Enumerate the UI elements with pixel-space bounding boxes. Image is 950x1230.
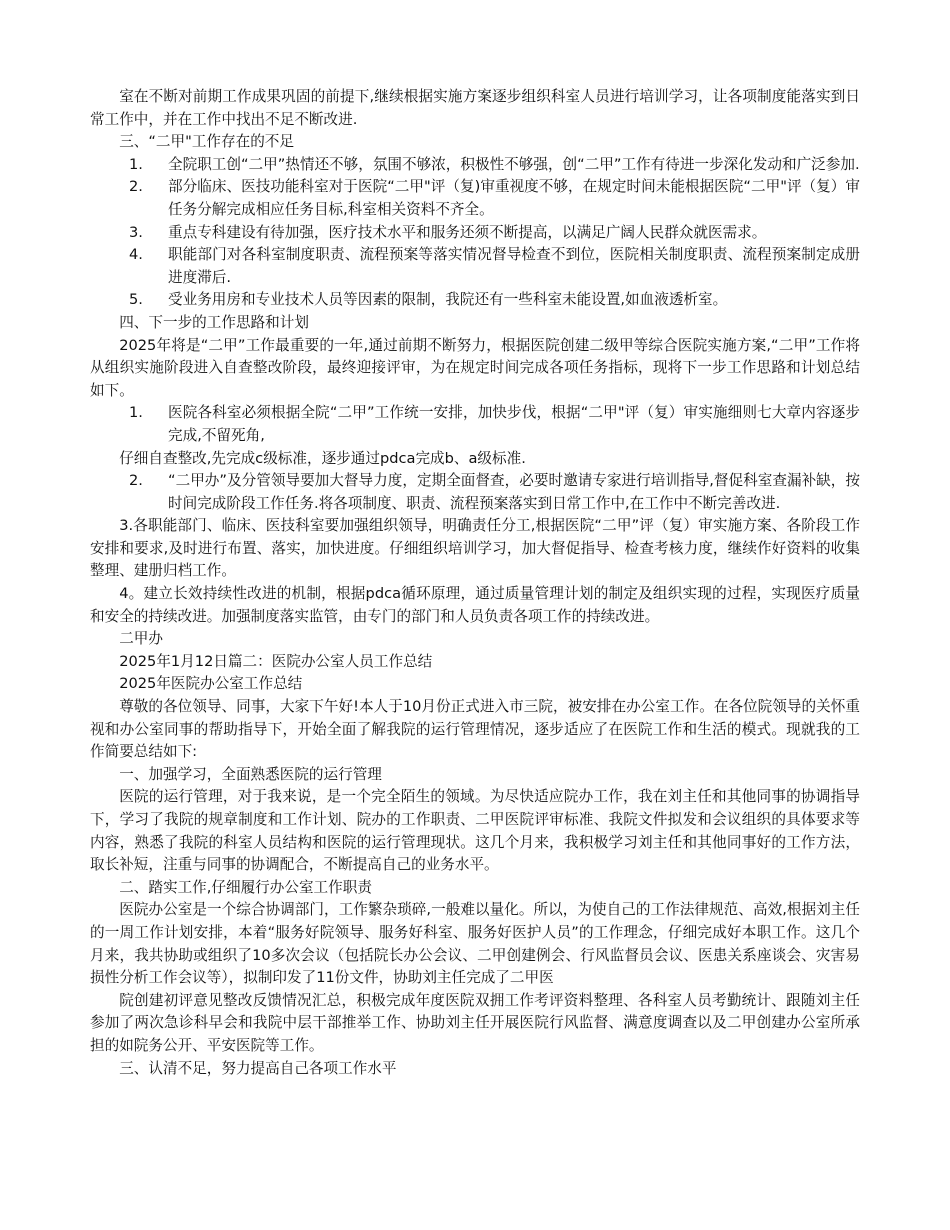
list-item <box>90 154 860 177</box>
paragraph: 4。建立长效持续性改进的机制，根据pdca循环原理，通过质量管理计划的制定及组织实现的过程，实现医疗质量和安全的持续改进。加强制度落实监管，由专门的部门和人员负责各项工作的持续改进。 <box>90 585 860 625</box>
list-number: 1. <box>129 404 143 422</box>
paragraph: 医院的运行管理，对于我来说，是一个完全陌生的领域。为尽快适应院办工作，我在刘主任和其他同事的协调指导下，学习了我院的规章制度和工作计划、院办的工作职责、二甲医院评审标准、我院文件拟发和会议组织的具体要求等内容，熟悉了我院的科室人员结构和医院的运行管理现状。这几个月来，我积极学习刘主任和其他同事好的工作方法，取长补短，注重与同事的协调配合，不断提高自己的业务水平。 <box>90 788 860 874</box>
paragraph: 医院办公室是一个综合协调部门，工作繁杂琐碎,一般难以量化。所以，为使自己的工作法律规范、高效,根据刘主任的一周工作计划安排，本着“服务好院领导、服务好科室、服务好医护人员”的工作理念，仔细完成好本职工作。这几个月来，我共协助或组织了10多次会议（包括院长办公会议、二甲创建例会、行风监督员会议、医患关系座谈会、灾害易损性分析工作会议等），拟制印发了11份文件，协助刘主任完成了二甲医 <box>90 901 860 987</box>
paragraph: 3.各职能部门、临床、医技科室要加强组织领导，明确责任分工,根据医院“二甲”评（复）审实施方案、各阶段工作安排和要求,及时进行布置、落实，加快进度。仔细组织培训学习，加大督促指导、检查考核力度，继续作好资料的收集整理、建册归档工作。 <box>90 517 860 580</box>
list-text: 部分临床、医技功能科室对于医院“二甲"评（复)审重视度不够，在规定时间未能根据医院“二甲"评（复）审任务分解完成相应任务目标,科室相关资料不齐全。 <box>168 178 860 218</box>
list-text: 重点专科建设有待加强，医疗技术水平和服务还须不断提高，以满足广阔人民群众就医需求。 <box>168 223 767 241</box>
list-text: 受业务用房和专业技术人员等因素的限制，我院还有一些科室未能设置,如血液透析室。 <box>168 291 728 309</box>
section-heading: 四、下一步的工作思路和计划 <box>119 313 309 331</box>
list-text: 医院各科室必须根据全院“二甲”工作统一安排，加快步伐，根据“二甲"评（复）审实施细则七大章内容逐步完成,不留死角, <box>168 404 860 444</box>
date-line: 2025年1月12日篇二：医院办公室人员工作总结 <box>119 652 433 670</box>
section-heading: 三、认清不足，努力提高自己各项工作水平 <box>119 1059 397 1077</box>
list-item <box>90 402 860 447</box>
list-number: 2. <box>129 472 143 490</box>
list-item <box>90 176 860 221</box>
section-heading: 二、踏实工作,仔细履行办公室工作职责 <box>119 878 372 896</box>
document-title: 2025年医院办公室工作总结 <box>119 675 303 693</box>
paragraph: 院创建初评意见整改反馈情况汇总，积极完成年度医院双拥工作考评资料整理、各科室人员考勤统计、跟随刘主任参加了两次急诊科早会和我院中层干部推举工作、协助刘主任开展医院行风监督、满意度调查以及二甲创建办公室所承担的如院务公开、平安医院等工作。 <box>90 991 860 1054</box>
list-number: 5. <box>129 291 143 309</box>
document-page <box>90 86 860 1080</box>
list-item <box>90 289 860 312</box>
section-heading: 三、“二甲"工作存在的不足 <box>119 133 294 151</box>
list-number: 3. <box>129 223 143 241</box>
list-item <box>90 470 860 515</box>
signature: 二甲办 <box>119 630 163 648</box>
list-text: “二甲办”及分管领导要加大督导力度，定期全面督查，必要时邀请专家进行培训指导,督促科室查漏补缺，按时间完成阶段工作任务.将各项制度、职责、流程预案落实到日常工作中,在工作中不断完善改进. <box>168 472 860 512</box>
paragraph: 尊敬的各位领导、同事，大家下午好!本人于10月份正式进入市三院，被安排在办公室工作。在各位院领导的关怀重视和办公室同事的帮助指导下，开始全面了解我院的运行管理情况，逐步适应了在医院工作和生活的模式。现就我的工作简要总结如下: <box>90 698 860 761</box>
list-text: 全院职工创“二甲”热情还不够，氛围不够浓，积极性不够强，创“二甲”工作有待进一步深化发动和广泛参加. <box>168 155 860 173</box>
list-number: 2. <box>129 178 143 196</box>
section-heading: 一、加强学习，全面熟悉医院的运行管理 <box>119 765 382 783</box>
list-item <box>90 244 860 289</box>
deficiency-list <box>90 154 860 312</box>
paragraph: 2025年将是“二甲”工作最重要的一年,通过前期不断努力，根据医院创建二级甲等综合医院实施方案,“二甲”工作将从组织实施阶段进入自查整改阶段，最终迎接评审，为在规定时间完成各项任务指标，现将下一步工作思路和计划总结如下。 <box>90 336 860 399</box>
list-continuation: 仔细自查整改,先完成c级标准，逐步通过pdca完成b、a级标准. <box>119 449 526 467</box>
list-item <box>90 222 860 245</box>
list-number: 1. <box>129 155 143 173</box>
list-text: 职能部门对各科室制度职责、流程预案等落实情况督导检查不到位，医院相关制度职责、流程预案制定成册进度滞后. <box>168 246 860 286</box>
paragraph: 室在不断对前期工作成果巩固的前提下,继续根据实施方案逐步组织科室人员进行培训学习，让各项制度能落实到日常工作中，并在工作中找出不足不断改进. <box>90 88 860 128</box>
list-number: 4. <box>129 246 143 264</box>
